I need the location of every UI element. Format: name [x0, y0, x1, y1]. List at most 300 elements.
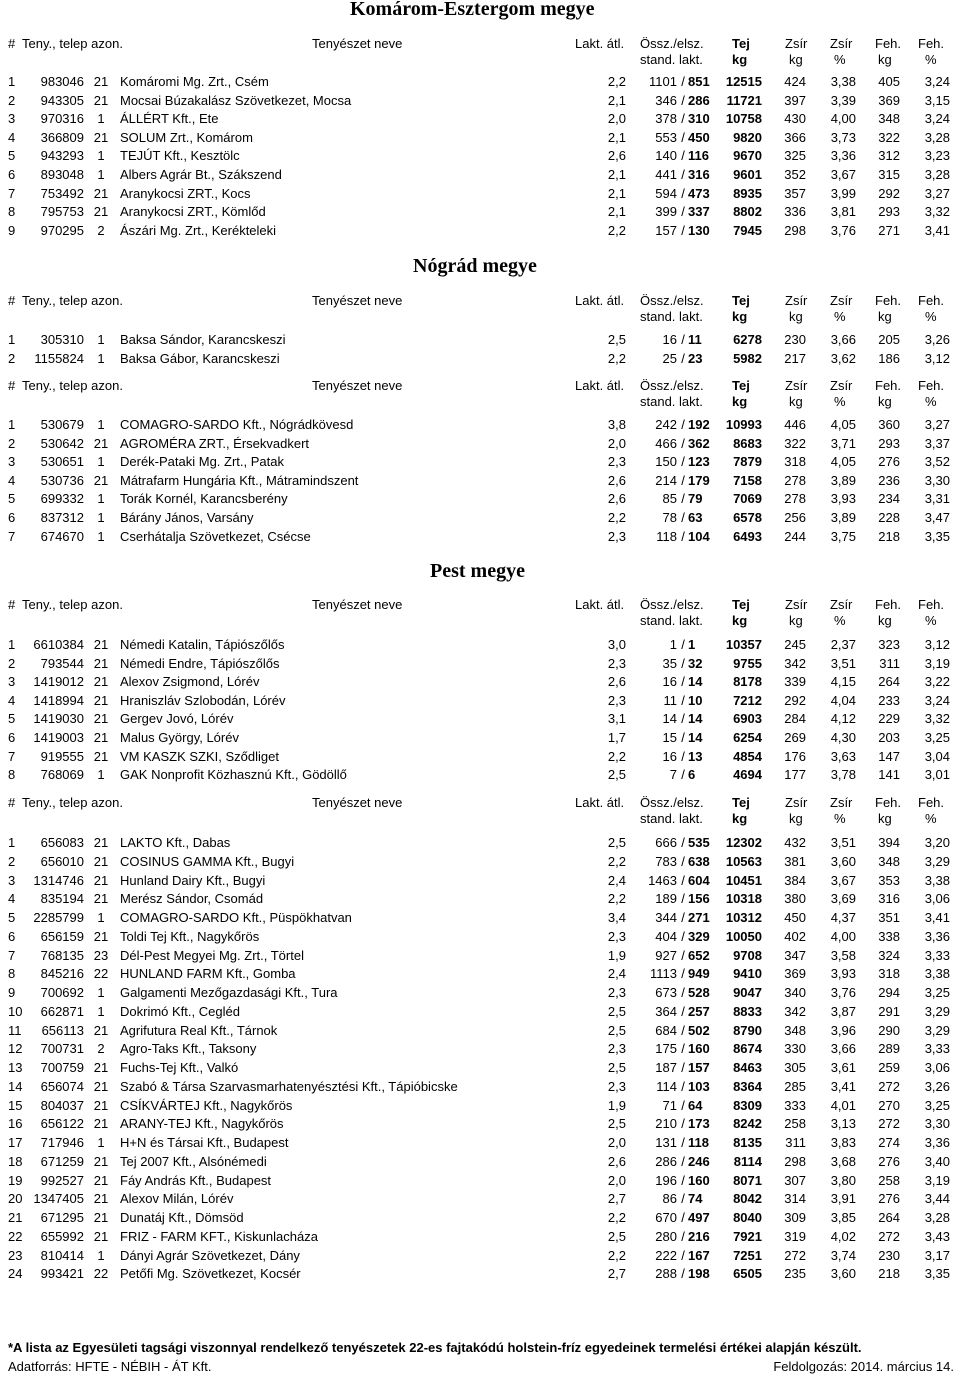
breed-code: 21 — [93, 692, 109, 708]
header-stand: stand. lakt. — [640, 394, 703, 409]
lactations-total: 35 — [662, 655, 677, 671]
protein-kg: 360 — [878, 417, 900, 432]
fat-pct: 3,81 — [830, 204, 856, 220]
header-lakt: Lakt. átl. — [575, 795, 625, 810]
fat-kg: 298 — [784, 1153, 806, 1169]
herd-name: LAKTO Kft., Dabas — [120, 835, 231, 850]
header-feh: Feh. — [875, 378, 902, 393]
lactations-standard: 160 — [688, 1172, 710, 1188]
protein-pct: 3,24 — [924, 692, 950, 708]
table-row — [0, 1022, 960, 1040]
protein-kg: 276 — [878, 1153, 900, 1169]
lactations-total: 378 — [655, 111, 677, 127]
lactation-avg: 2,2 — [607, 748, 626, 764]
lactations-standard: 104 — [688, 528, 710, 544]
milk-kg: 8790 — [733, 1022, 762, 1038]
row-number: 1 — [8, 835, 16, 850]
protein-pct: 3,19 — [924, 1172, 950, 1188]
herd-id: 943305 — [40, 92, 84, 108]
lactation-avg: 2,6 — [607, 491, 626, 507]
table-row — [0, 909, 960, 927]
protein-kg: 405 — [878, 74, 900, 89]
lactation-avg: 2,0 — [607, 435, 626, 451]
herd-name: Dányi Agrár Szövetkezet, Dány — [120, 1247, 300, 1263]
table-header — [0, 378, 960, 412]
breed-code: 21 — [93, 1153, 109, 1169]
lactations-standard: 192 — [688, 417, 710, 432]
fat-pct: 3,58 — [830, 947, 856, 963]
slash-separator: / — [681, 528, 685, 544]
fat-kg: 258 — [784, 1116, 806, 1132]
herd-name: AGROMÉRA ZRT., Érsekvadkert — [120, 435, 310, 451]
herd-id: 1347405 — [33, 1191, 84, 1207]
lactations-standard: 160 — [688, 1041, 710, 1057]
lactation-avg: 2,0 — [607, 1172, 626, 1188]
protein-pct: 3,12 — [924, 637, 950, 652]
lactation-avg: 2,1 — [607, 92, 626, 108]
herd-name: SOLUM Zrt., Komárom — [120, 129, 253, 145]
header-zsir-pct: Zsír — [830, 378, 853, 393]
fat-pct: 3,66 — [830, 1041, 856, 1057]
protein-kg: 147 — [878, 748, 900, 764]
lactations-total: 175 — [655, 1041, 677, 1057]
lactation-avg: 2,5 — [607, 1022, 626, 1038]
protein-pct: 3,19 — [924, 655, 950, 671]
section-title: Nógrád megye — [413, 255, 537, 277]
header-name: Tenyészet neve — [312, 795, 403, 810]
header-zsir: Zsír — [785, 597, 808, 612]
protein-kg: 323 — [878, 637, 900, 652]
lactation-avg: 2,2 — [607, 1210, 626, 1225]
protein-kg: 218 — [878, 528, 900, 544]
milk-kg: 10993 — [725, 417, 762, 432]
processing-date: Feldolgozás: 2014. március 14. — [773, 1359, 954, 1374]
lactations-total: 187 — [655, 1060, 677, 1075]
herd-id: 768135 — [40, 947, 84, 963]
fat-kg: 298 — [784, 222, 806, 238]
herd-name: Gergev Jovó, Lórév — [120, 711, 234, 727]
herd-id: 674670 — [40, 528, 84, 544]
protein-kg: 276 — [878, 454, 900, 470]
table-row — [0, 1190, 960, 1208]
fat-kg: 330 — [784, 1041, 806, 1057]
header-num: # — [8, 597, 16, 612]
protein-pct: 3,36 — [924, 928, 950, 944]
lactation-avg: 2,5 — [607, 767, 626, 783]
lactations-total: 25 — [662, 350, 677, 366]
header-feh-pct: Feh. — [918, 597, 945, 612]
slash-separator: / — [681, 637, 685, 652]
protein-kg: 338 — [878, 928, 900, 944]
breed-code: 1 — [97, 528, 105, 544]
protein-pct: 3,28 — [924, 167, 950, 182]
protein-kg: 205 — [878, 332, 900, 347]
slash-separator: / — [681, 148, 685, 164]
lactations-total: 85 — [662, 491, 677, 507]
herd-name: Agrifutura Real Kft., Tárnok — [120, 1022, 278, 1038]
row-number: 4 — [8, 891, 16, 907]
herd-name: Petőfi Mg. Szövetkezet, Kocsér — [120, 1266, 301, 1282]
header-tej-unit: kg — [732, 52, 748, 67]
protein-kg: 315 — [878, 167, 900, 182]
lactations-standard: 11 — [688, 332, 702, 347]
protein-pct: 3,06 — [924, 891, 950, 907]
herd-id: 1155824 — [34, 350, 84, 366]
breed-code: 21 — [93, 1022, 109, 1038]
milk-kg: 6505 — [733, 1266, 762, 1282]
protein-pct: 3,24 — [924, 111, 950, 127]
herd-id: 530736 — [40, 472, 84, 488]
lactation-avg: 2,3 — [607, 985, 626, 1000]
slash-separator: / — [681, 947, 685, 963]
breed-code: 1 — [97, 417, 105, 432]
protein-kg: 312 — [878, 148, 900, 164]
lactations-total: 666 — [655, 835, 677, 850]
slash-separator: / — [681, 1247, 685, 1263]
fat-pct: 3,13 — [830, 1116, 856, 1132]
header-zsir-unit: kg — [789, 52, 803, 67]
fat-kg: 278 — [784, 491, 806, 507]
lactation-avg: 2,6 — [607, 1153, 626, 1169]
table-row — [0, 1134, 960, 1152]
protein-pct: 3,40 — [924, 1153, 950, 1169]
header-teny: Teny., telep azon. — [22, 597, 123, 612]
herd-name: Albers Agrár Bt., Szákszend — [120, 167, 282, 182]
herd-id: 1419003 — [33, 730, 84, 745]
herd-id: 656159 — [40, 928, 84, 944]
table-row — [0, 636, 960, 654]
protein-kg: 293 — [878, 435, 900, 451]
fat-kg: 384 — [784, 872, 806, 888]
lactation-avg: 2,1 — [607, 204, 626, 220]
fat-kg: 244 — [784, 528, 806, 544]
table-row — [0, 673, 960, 691]
herd-name: Alexov Milán, Lórév — [120, 1191, 234, 1207]
protein-pct: 3,35 — [924, 1266, 950, 1282]
slash-separator: / — [681, 853, 685, 869]
table-row — [0, 350, 960, 368]
header-zsir: Zsír — [785, 378, 808, 393]
milk-kg: 10318 — [725, 891, 762, 907]
fat-kg: 397 — [784, 92, 806, 108]
protein-kg: 348 — [878, 853, 900, 869]
slash-separator: / — [681, 510, 685, 525]
row-number: 15 — [8, 1097, 23, 1113]
fat-kg: 340 — [784, 985, 806, 1000]
herd-id: 837312 — [40, 510, 84, 525]
slash-separator: / — [681, 1135, 685, 1150]
herd-id: 893048 — [40, 167, 84, 182]
fat-kg: 319 — [784, 1228, 806, 1244]
lactations-total: 346 — [655, 92, 677, 108]
herd-name: Baksa Gábor, Karancskeszi — [120, 350, 280, 366]
header-teny: Teny., telep azon. — [22, 378, 123, 393]
header-zsir-pct: Zsír — [830, 293, 853, 308]
header-feh-unit: kg — [878, 394, 892, 409]
header-feh-unit: kg — [878, 811, 892, 826]
breed-code: 21 — [93, 928, 109, 944]
table-row — [0, 729, 960, 747]
table-header — [0, 795, 960, 829]
fat-kg: 307 — [784, 1172, 806, 1188]
slash-separator: / — [681, 350, 685, 366]
lactations-standard: 64 — [688, 1097, 703, 1113]
breed-code: 21 — [93, 853, 109, 869]
herd-id: 305310 — [40, 332, 84, 347]
header-zsir: Zsír — [785, 293, 808, 308]
table-row — [0, 490, 960, 508]
lactations-standard: 949 — [688, 966, 710, 982]
row-number: 3 — [8, 454, 16, 470]
fat-kg: 446 — [784, 417, 806, 432]
protein-pct: 3,12 — [924, 350, 950, 366]
table-row — [0, 222, 960, 240]
slash-separator: / — [681, 1060, 685, 1075]
fat-pct: 3,76 — [830, 222, 856, 238]
breed-code: 21 — [93, 748, 109, 764]
table-row — [0, 1172, 960, 1190]
herd-name: ÁLLÉRT Kft., Ete — [120, 111, 219, 127]
fat-pct: 3,63 — [830, 748, 856, 764]
fat-pct: 2,37 — [830, 637, 856, 652]
breed-code: 21 — [93, 204, 109, 220]
lactations-standard: 316 — [688, 167, 710, 182]
herd-name: Torák Kornél, Karancsberény — [120, 491, 288, 507]
protein-pct: 3,06 — [924, 1060, 950, 1075]
row-number: 14 — [8, 1078, 23, 1094]
table-row — [0, 965, 960, 983]
protein-kg: 234 — [878, 491, 900, 507]
lactations-standard: 362 — [688, 435, 710, 451]
lactation-avg: 1,9 — [607, 947, 626, 963]
table-row — [0, 984, 960, 1002]
herd-name: Hraniszláv Szlobodán, Lórév — [120, 692, 286, 708]
herd-name: Baksa Sándor, Karancskeszi — [120, 332, 286, 347]
herd-name: Derék-Pataki Mg. Zrt., Patak — [120, 454, 284, 470]
lactations-total: 783 — [655, 853, 677, 869]
fat-pct: 3,93 — [830, 966, 856, 982]
row-number: 19 — [8, 1172, 23, 1188]
slash-separator: / — [681, 92, 685, 108]
lactation-avg: 2,0 — [607, 1135, 626, 1150]
milk-kg: 6254 — [733, 730, 762, 745]
fat-pct: 3,74 — [830, 1247, 856, 1263]
table-header — [0, 293, 960, 327]
breed-code: 21 — [93, 129, 109, 145]
herd-id: 983046 — [40, 74, 84, 89]
herd-name: TEJÚT Kft., Kesztölc — [120, 148, 240, 164]
row-number: 4 — [8, 692, 16, 708]
protein-pct: 3,36 — [924, 1135, 950, 1150]
fat-pct: 3,99 — [830, 185, 856, 201]
lactation-avg: 2,6 — [607, 674, 626, 690]
lactation-avg: 2,2 — [607, 853, 626, 869]
lactation-avg: 2,4 — [607, 966, 626, 982]
fat-kg: 305 — [784, 1060, 806, 1075]
protein-kg: 353 — [878, 872, 900, 888]
header-tej: Tej — [732, 36, 750, 51]
lactations-standard: 271 — [688, 910, 710, 925]
lactations-total: 16 — [662, 674, 677, 690]
lactations-total: 210 — [655, 1116, 677, 1132]
row-number: 3 — [8, 872, 16, 888]
lactations-total: 15 — [662, 730, 677, 745]
breed-code: 21 — [93, 1116, 109, 1132]
lactation-avg: 2,5 — [607, 332, 626, 347]
protein-kg: 228 — [878, 510, 900, 525]
breed-code: 2 — [97, 1041, 105, 1057]
row-number: 22 — [8, 1228, 23, 1244]
herd-id: 810414 — [40, 1247, 84, 1263]
fat-pct: 3,51 — [830, 835, 856, 850]
lactations-standard: 157 — [688, 1060, 710, 1075]
header-teny: Teny., telep azon. — [22, 795, 123, 810]
lactations-standard: 13 — [688, 748, 703, 764]
table-row — [0, 129, 960, 147]
header-zsir-pct: Zsír — [830, 597, 853, 612]
header-zsir-pct-unit: % — [834, 52, 846, 67]
slash-separator: / — [681, 129, 685, 145]
slash-separator: / — [681, 1153, 685, 1169]
fat-kg: 352 — [784, 167, 806, 182]
herd-id: 970295 — [40, 222, 84, 238]
lactation-avg: 3,8 — [607, 417, 626, 432]
lactation-avg: 2,3 — [607, 1078, 626, 1094]
row-number: 9 — [8, 222, 16, 238]
table-row — [0, 166, 960, 184]
herd-id: 919555 — [40, 748, 84, 764]
table-row — [0, 1115, 960, 1133]
fat-kg: 381 — [784, 853, 806, 869]
protein-pct: 3,15 — [924, 92, 950, 108]
header-feh-unit: kg — [878, 309, 892, 324]
milk-kg: 7212 — [733, 692, 762, 708]
lactation-avg: 2,6 — [607, 148, 626, 164]
slash-separator: / — [681, 1003, 685, 1019]
row-number: 23 — [8, 1247, 23, 1263]
herd-name: ARANY-TEJ Kft., Nagykőrös — [120, 1116, 284, 1132]
breed-code: 23 — [93, 947, 109, 963]
table-row — [0, 73, 960, 91]
fat-pct: 4,00 — [830, 928, 856, 944]
fat-kg: 235 — [784, 1266, 806, 1282]
lactations-standard: 1 — [688, 637, 696, 652]
milk-kg: 10758 — [725, 111, 762, 127]
milk-kg: 9670 — [733, 148, 762, 164]
protein-pct: 3,24 — [924, 74, 950, 89]
lactations-standard: 74 — [688, 1191, 703, 1207]
herd-name: Cserhátalja Szövetkezet, Csécse — [120, 528, 311, 544]
header-feh-unit: kg — [878, 52, 892, 67]
row-number: 1 — [8, 332, 16, 347]
herd-id: 1419012 — [33, 674, 84, 690]
protein-kg: 229 — [878, 711, 900, 727]
header-stand: stand. lakt. — [640, 309, 703, 324]
fat-kg: 256 — [784, 510, 806, 525]
fat-pct: 4,05 — [830, 454, 856, 470]
breed-code: 21 — [93, 835, 109, 850]
table-row — [0, 766, 960, 784]
fat-pct: 3,89 — [830, 510, 856, 525]
breed-code: 1 — [97, 510, 105, 525]
header-feh-pct-unit: % — [925, 394, 937, 409]
breed-code: 1 — [97, 1135, 105, 1150]
lactations-standard: 167 — [688, 1247, 710, 1263]
row-number: 6 — [8, 510, 16, 525]
lactations-total: 189 — [655, 891, 677, 907]
lactations-standard: 535 — [688, 835, 710, 850]
row-number: 2 — [8, 435, 16, 451]
protein-kg: 233 — [878, 692, 900, 708]
fat-kg: 318 — [784, 454, 806, 470]
milk-kg: 8935 — [733, 185, 762, 201]
table-row — [0, 472, 960, 490]
fat-pct: 3,38 — [830, 74, 856, 89]
fat-kg: 322 — [784, 435, 806, 451]
slash-separator: / — [681, 655, 685, 671]
slash-separator: / — [681, 891, 685, 907]
herd-id: 700759 — [40, 1060, 84, 1075]
header-feh-pct: Feh. — [918, 293, 945, 308]
protein-pct: 3,35 — [924, 528, 950, 544]
fat-pct: 4,30 — [830, 730, 856, 745]
protein-kg: 236 — [878, 472, 900, 488]
breed-code: 21 — [93, 1228, 109, 1244]
fat-pct: 3,93 — [830, 491, 856, 507]
protein-kg: 264 — [878, 674, 900, 690]
fat-pct: 3,60 — [830, 853, 856, 869]
lactation-avg: 2,3 — [607, 1041, 626, 1057]
table-row — [0, 872, 960, 890]
header-zsir-pct-unit: % — [834, 613, 846, 628]
slash-separator: / — [681, 1116, 685, 1132]
herd-id: 1314746 — [33, 872, 84, 888]
table-row — [0, 1247, 960, 1265]
header-feh: Feh. — [875, 597, 902, 612]
table-row — [0, 1097, 960, 1115]
row-number: 10 — [8, 1003, 23, 1019]
fat-kg: 366 — [784, 129, 806, 145]
herd-id: 717946 — [40, 1135, 84, 1150]
protein-kg: 324 — [878, 947, 900, 963]
protein-kg: 293 — [878, 204, 900, 220]
protein-kg: 292 — [878, 185, 900, 201]
herd-name: H+N és Társai Kft., Budapest — [120, 1135, 289, 1150]
slash-separator: / — [681, 711, 685, 727]
fat-kg: 217 — [784, 350, 806, 366]
lactations-standard: 14 — [688, 730, 703, 745]
table-row — [0, 1003, 960, 1021]
herd-id: 6610384 — [33, 637, 84, 652]
herd-name: Dokrimó Kft., Cegléd — [120, 1003, 240, 1019]
fat-kg: 339 — [784, 674, 806, 690]
lactations-total: 114 — [656, 1078, 677, 1094]
lactations-standard: 638 — [688, 853, 710, 869]
protein-kg: 294 — [878, 985, 900, 1000]
herd-id: 656083 — [40, 835, 84, 850]
slash-separator: / — [681, 748, 685, 764]
header-teny: Teny., telep azon. — [22, 293, 123, 308]
herd-name: Fáy András Kft., Budapest — [120, 1172, 272, 1188]
header-name: Tenyészet neve — [312, 597, 403, 612]
breed-code: 21 — [93, 185, 109, 201]
protein-kg: 230 — [878, 1247, 900, 1263]
herd-name: Ászári Mg. Zrt., Kerékteleki — [120, 222, 277, 238]
table-row — [0, 928, 960, 946]
table-row — [0, 710, 960, 728]
lactations-total: 14 — [662, 711, 677, 727]
fat-pct: 3,61 — [830, 1060, 856, 1075]
